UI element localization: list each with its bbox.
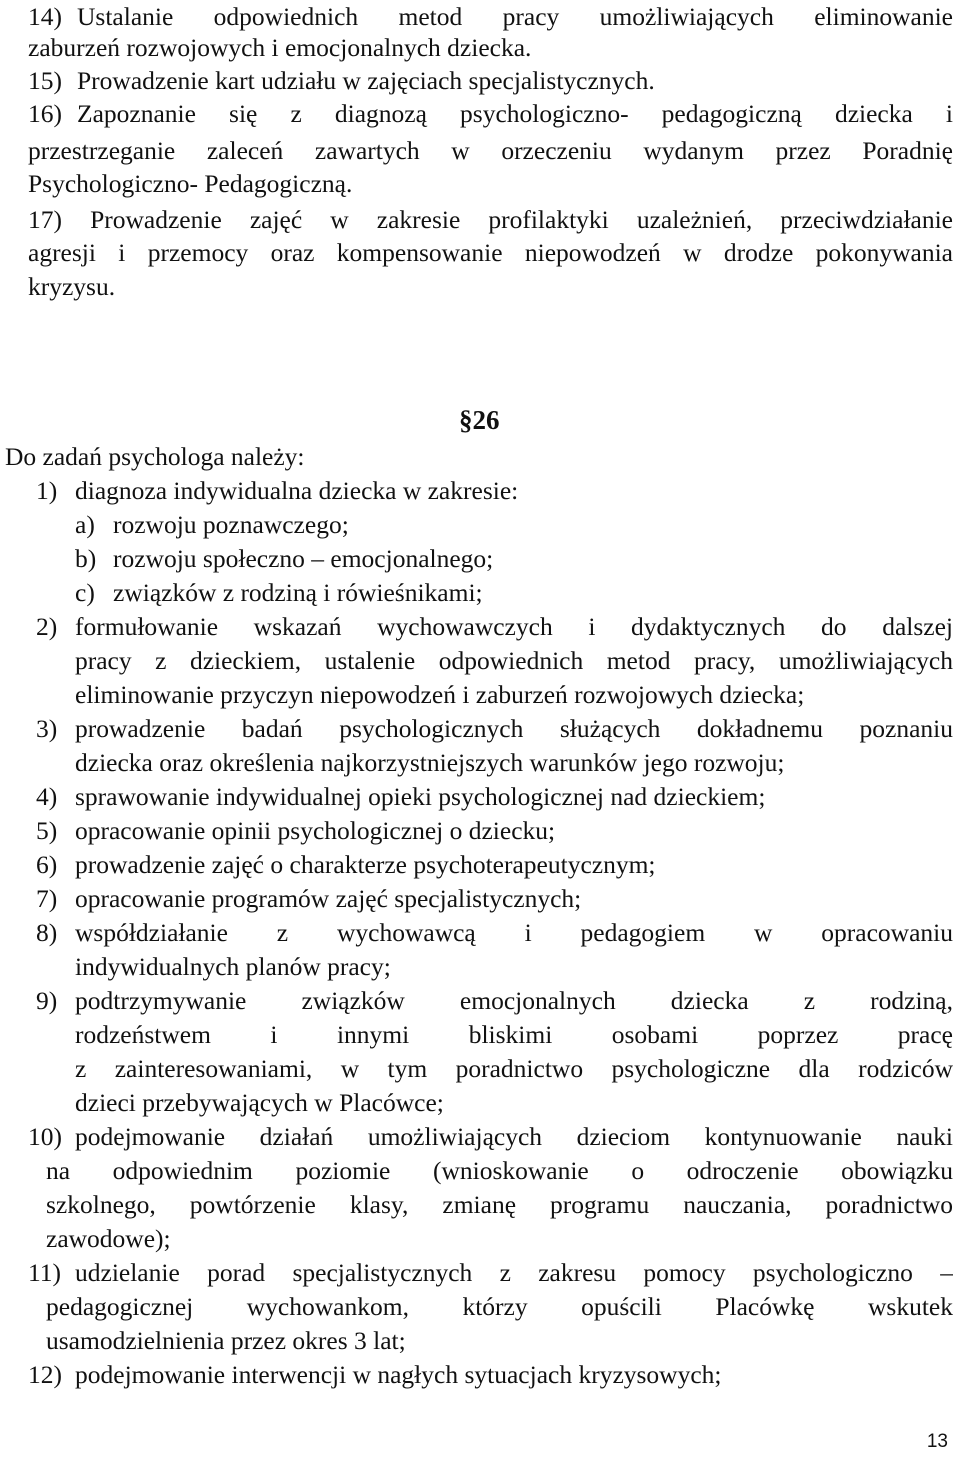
item-17-line-3: kryzysu.: [28, 272, 116, 301]
item-14-number: 14): [28, 2, 62, 31]
list-item-number: 10): [28, 1122, 62, 1151]
list-item-line: udzielanie porad specjalistycznych z zakresu pomocy psychologiczno –: [75, 1258, 953, 1287]
list-item-line: podejmowanie interwencji w nagłych sytuacjach kryzysowych;: [75, 1360, 722, 1389]
list-item-line: dziecka oraz określenia najkorzystniejszych warunków jego rozwoju;: [75, 748, 785, 777]
list-item-line: pracy z dzieckiem, ustalenie odpowiednich metod pracy, umożliwiających: [75, 646, 953, 675]
list-item-line: rodzeństwem i innymi bliskimi osobami poprzez pracę: [75, 1020, 953, 1049]
list-item-number: 11): [28, 1258, 62, 1287]
subitem-text: rozwoju poznawczego;: [113, 510, 349, 539]
item-16-line-3: Psychologiczno- Pedagogiczną.: [28, 169, 353, 198]
list-item-line: pedagogicznej wychowankom, którzy opuścili Placówkę wskutek: [46, 1292, 953, 1321]
item-15-text: Prowadzenie kart udziału w zajęciach specjalistycznych.: [77, 66, 655, 95]
list-item-line: zawodowe);: [46, 1224, 171, 1253]
item-16-number: 16): [28, 99, 62, 128]
item-15-number: 15): [28, 66, 62, 95]
section-heading: §26: [459, 405, 500, 435]
list-item-number: 1): [36, 476, 58, 505]
subitem-label: c): [75, 578, 95, 607]
item-14-line-2: zaburzeń rozwojowych i emocjonalnych dziecka.: [28, 33, 532, 62]
list-item-line: opracowanie opinii psychologicznej o dziecku;: [75, 816, 556, 845]
item-17-line-1: 17) Prowadzenie zajęć w zakresie profilaktyki uzależnień, przeciwdziałanie: [28, 205, 953, 234]
list-item-line: indywidualnych planów pracy;: [75, 952, 391, 981]
list-item-line: opracowanie programów zajęć specjalistycznych;: [75, 884, 582, 913]
subitem-text: związków z rodziną i rówieśnikami;: [113, 578, 483, 607]
list-item-line: usamodzielnienia przez okres 3 lat;: [46, 1326, 406, 1355]
list-item-line: szkolnego, powtórzenie klasy, zmianę programu nauczania, poradnictwo: [46, 1190, 953, 1219]
list-item-line: współdziałanie z wychowawcą i pedagogiem w opracowaniu: [75, 918, 953, 947]
subitem-label: b): [75, 544, 97, 573]
list-item-number: 4): [36, 782, 58, 811]
list-item-line: prowadzenie badań psychologicznych służących dokładnemu poznaniu: [75, 714, 953, 743]
item-17-line-2: agresji i przemocy oraz kompensowanie niepowodzeń w drodze pokonywania: [28, 238, 953, 267]
list-item-number: 5): [36, 816, 58, 845]
list-item-number: 6): [36, 850, 58, 879]
list-item-number: 7): [36, 884, 58, 913]
subitem-label: a): [75, 510, 95, 539]
item-16-line-2: przestrzeganie zaleceń zawartych w orzeczeniu wydanym przez Poradnię: [28, 136, 953, 165]
list-item-line: sprawowanie indywidualnej opieki psychologicznej nad dzieckiem;: [75, 782, 766, 811]
list-item-line: na odpowiednim poziomie (wnioskowanie o odroczenie obowiązku: [46, 1156, 953, 1185]
list-item-line: z zainteresowaniami, w tym poradnictwo psychologiczne dla rodziców: [75, 1054, 953, 1083]
item-14-line-1: Ustalanie odpowiednich metod pracy umożliwiających eliminowanie: [77, 2, 953, 31]
page-number: 13: [926, 1431, 948, 1452]
list-item-line: prowadzenie zajęć o charakterze psychoterapeutycznym;: [75, 850, 656, 879]
item-16-line-1: Zapoznanie się z diagnozą psychologiczno- pedagogiczną dziecka i: [77, 99, 953, 128]
list-item-number: 3): [36, 714, 58, 743]
list-item-line: dzieci przebywających w Placówce;: [75, 1088, 444, 1117]
section-intro: Do zadań psychologa należy:: [5, 442, 305, 471]
list-item-number: 12): [28, 1360, 62, 1389]
subitem-text: rozwoju społeczno – emocjonalnego;: [113, 544, 494, 573]
list-item-line: formułowanie wskazań wychowawczych i dydaktycznych do dalszej: [75, 612, 953, 641]
list-item-line: podejmowanie działań umożliwiających dzieciom kontynuowanie nauki: [75, 1122, 953, 1151]
list-item-line: eliminowanie przyczyn niepowodzeń i zaburzeń rozwojowych dziecka;: [75, 680, 805, 709]
list-item-line: diagnoza indywidualna dziecka w zakresie:: [75, 476, 519, 505]
list-item-number: 8): [36, 918, 58, 947]
list-item-number: 2): [36, 612, 58, 641]
list-item-number: 9): [36, 986, 58, 1015]
list-item-line: podtrzymywanie związków emocjonalnych dziecka z rodziną,: [75, 986, 953, 1015]
